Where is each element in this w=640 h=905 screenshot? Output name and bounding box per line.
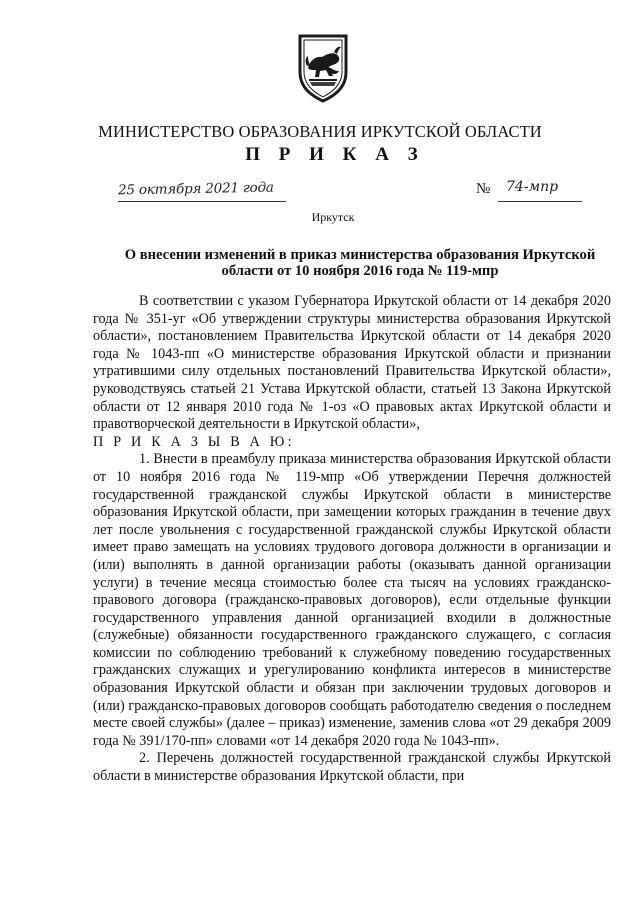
ministry-name: МИНИСТЕРСТВО ОБРАЗОВАНИЯ ИРКУТСКОЙ ОБЛАСТИ (98, 122, 542, 141)
preamble-paragraph: В соответствии с указом Губернатора Иркутской области от 14 декабря 2020 года № 351-уг «Об утверждении структуры министерства образования Иркутской области», постановлением Правительства Иркутской области от 14 декабря 2020 года № 1043-пп «О министерстве образования Иркутской области и признании утратившими силу отдельных постановлений Правительства Иркутской области», руководствуясь статьей 21 Устава Иркутской области, статьей 13 Закона Иркутской области от 12 января 2010 года № 1-оз «О правовых актах Иркутской области и правотворческой деятельности в Иркутской области», (93, 293, 611, 433)
order-number (476, 181, 586, 211)
order-date-handwritten: 25 октября 2021 года (117, 179, 274, 199)
number-symbol: № (476, 181, 491, 197)
item-2-paragraph: 2. Перечень должностей государственной гражданской службы Иркутской области в министерстве образования Иркутской области, при (93, 750, 611, 785)
document-body (93, 293, 611, 786)
order-title: П Р И К А З (245, 144, 425, 165)
order-date (118, 181, 288, 211)
city-name: Иркутск (311, 210, 355, 224)
coat-of-arms-icon (296, 32, 350, 104)
prikazyvayu-heading: П Р И К А З Ы В А Ю: (93, 433, 295, 450)
date-underline (118, 201, 286, 202)
number-underline (498, 201, 582, 202)
order-number-handwritten: 74-мпр (506, 179, 559, 195)
item-1-paragraph: 1. Внести в преамбулу приказа министерства образования Иркутской области от 10 ноября 2016 года № 119-мпр «Об утверждении Перечня должностей государственной гражданской службы Иркутской области в министерстве образования Иркутской области, при замещении которых гражданин в течение двух лет после увольнения с государственной гражданской службы Иркутской области имеет право замещать на условиях трудового договора должности в организации и (или) выполнять в данной организации работы (оказывать данной организации услуги) в течение месяца стоимостью более ста тысяч на условиях гражданско-правового договора (гражданско-правовых договоров), если отдельные функции государственного управления данной организацией входили в должностные (служебные) обязанности государственного гражданского служащего, с согласия комиссии по соблюдению требований к служебному поведению государственных гражданских служащих и урегулированию конфликта интересов в министерстве образования Иркутской области и обязан при заключении трудовых договоров и (или) гражданско-правовых договоров сообщать работодателю сведения о последнем месте своей службы» (далее – приказ) изменение, заменив слова «от 29 декабря 2009 года № 391/170-пп» словами «от 14 декабря 2020 года № 1043-пп». (93, 451, 611, 749)
order-subject: О внесении изменений в приказ министерства образования Иркутской области от 10 ноября 2016 года № 119-мпр (124, 247, 596, 279)
